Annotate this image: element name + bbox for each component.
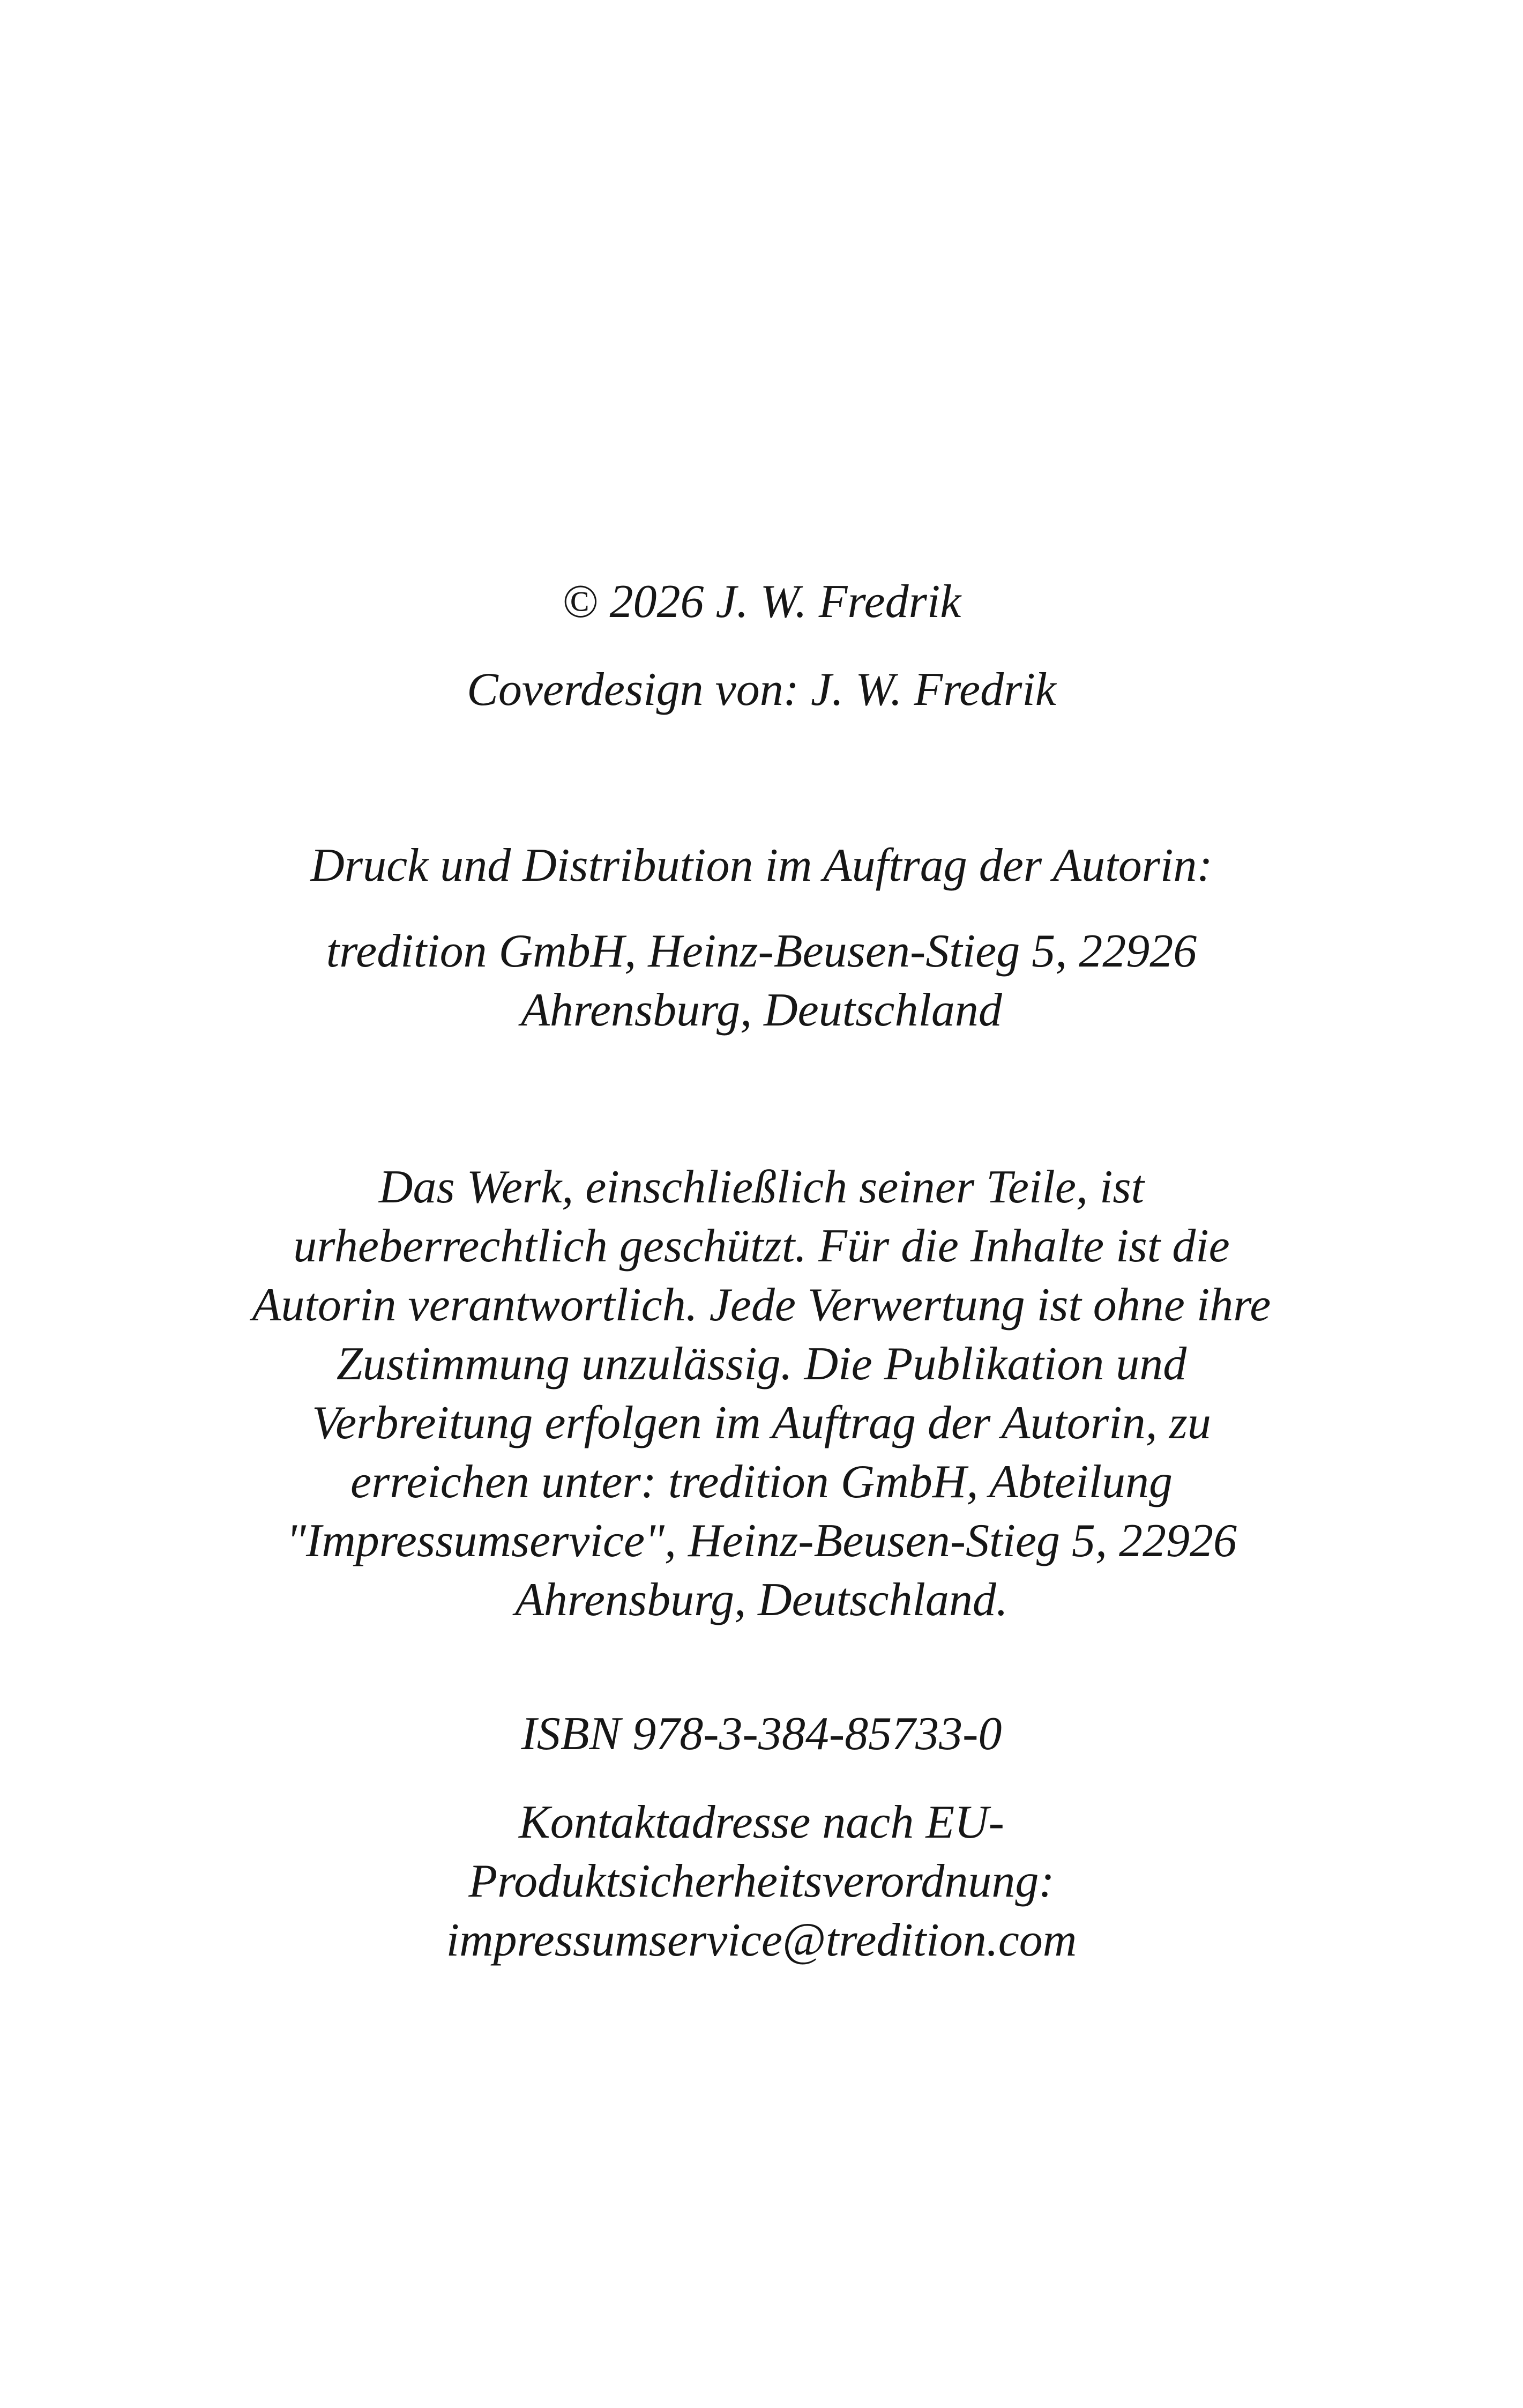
- legal-line: Zustimmung unzulässig. Die Publikation und: [336, 1338, 1187, 1390]
- publisher-address: [0, 922, 1523, 1040]
- legal-line: Autorin verantwortlich. Jede Verwertung ist ohne ihre: [252, 1279, 1271, 1331]
- eu-contact-address: [0, 1793, 1523, 1970]
- contact-line: Produktsicherheitsverordnung:: [468, 1855, 1055, 1907]
- legal-line: Ahrensburg, Deutschland.: [515, 1574, 1008, 1626]
- legal-line: Verbreitung erfolgen im Auftrag der Autorin, zu: [312, 1397, 1211, 1449]
- contact-line: Kontaktadresse nach EU-: [519, 1796, 1004, 1848]
- legal-line: erreichen unter: tredition GmbH, Abteilung: [350, 1456, 1173, 1508]
- legal-line: urheberrechtlich geschützt. Für die Inhalte ist die: [293, 1220, 1230, 1272]
- isbn-number: ISBN 978-3-384-85733-0: [521, 1708, 1002, 1760]
- contact-email: impressumservice@tredition.com: [446, 1914, 1077, 1966]
- legal-line: Das Werk, einschließlich seiner Teile, ist: [378, 1161, 1145, 1213]
- address-line: tredition GmbH, Heinz-Beusen-Stieg 5, 22926: [326, 925, 1197, 977]
- copyright-notice-paragraph: [0, 1158, 1523, 1630]
- coverdesign-credit: Coverdesign von: J. W. Fredrik: [467, 664, 1056, 716]
- copyright-line: © 2026 J. W. Fredrik: [562, 576, 961, 628]
- print-distribution-heading: Druck und Distribution im Auftrag der Autorin:: [310, 839, 1213, 891]
- legal-line: "Impressumservice", Heinz-Beusen-Stieg 5, 22926: [286, 1515, 1237, 1567]
- address-line: Ahrensburg, Deutschland: [521, 984, 1002, 1036]
